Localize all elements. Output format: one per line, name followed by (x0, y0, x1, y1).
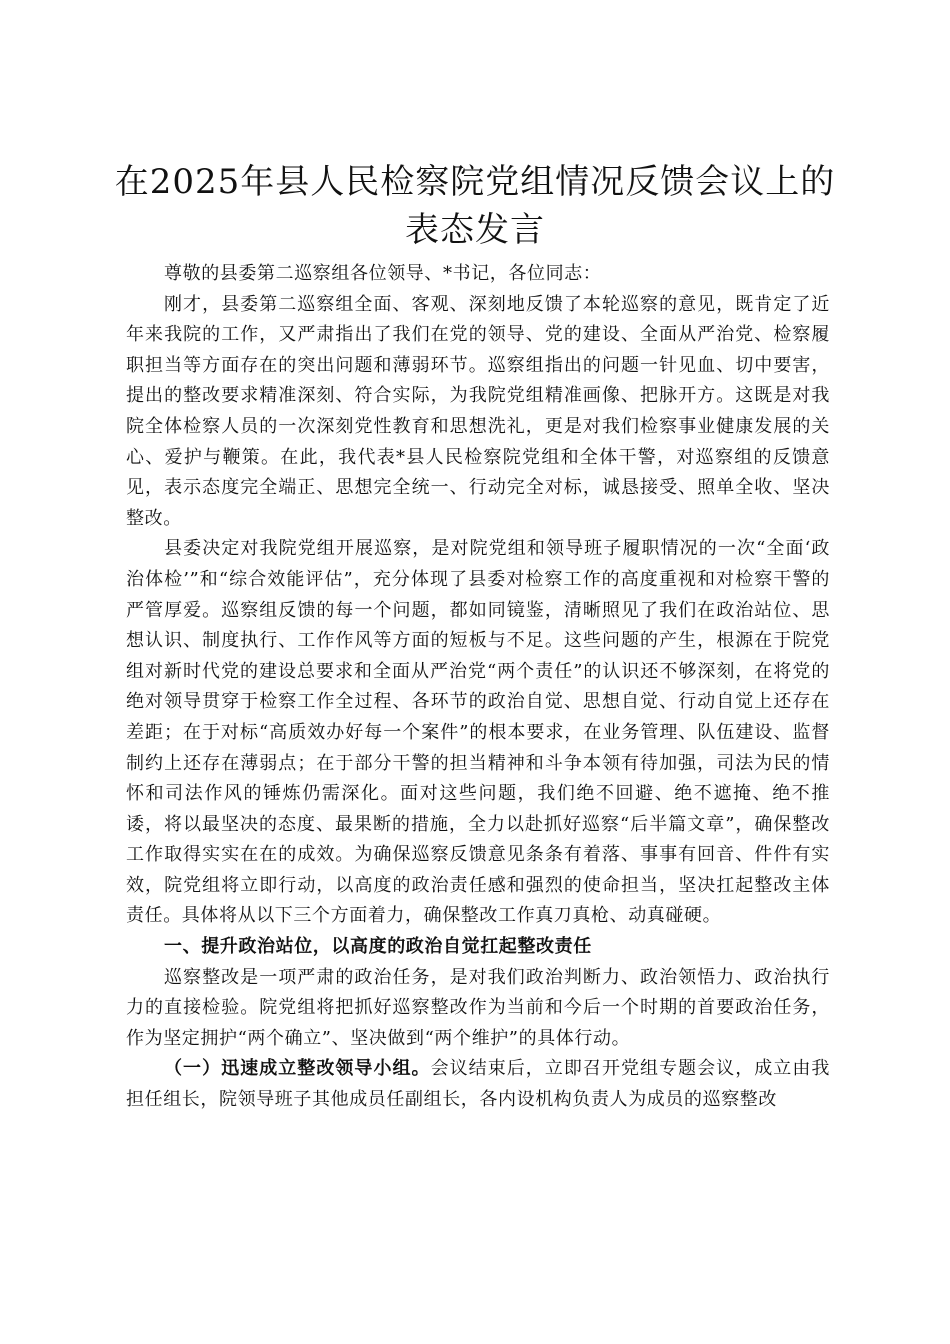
section-heading-1: 一、提升政治站位，以高度的政治自觉扛起整改责任 (164, 936, 592, 958)
document-body (126, 259, 830, 1116)
section-1-paragraph: 巡察整改是一项严肃的政治任务，是对我们政治判断力、政治领悟力、政治执行力的直接检验。院党组将把抓好巡察整改作为当前和今后一个时期的首要政治任务，作为坚定拥护“两个确立”、坚决做到“两个维护”的具体行动。 (126, 966, 830, 1049)
paragraph-2: 县委决定对我院党组开展巡察，是对院党组和领导班子履职情况的一次“全面‘政治体检’”和“综合效能评估”，充分体现了县委对检察工作的高度重视和对检察干警的严管厚爱。巡察组反馈的每一个问题，都如同镜鉴，清晰照见了我们在政治站位、思想认识、制度执行、工作作风等方面的短板与不足。这些问题的产生，根源在于院党组对新时代党的建设总要求和全面从严治党“两个责任”的认识还不够深刻，在将党的绝对领导贯穿于检察工作全过程、各环节的政治自觉、思想自觉、行动自觉上还存在差距；在于对标“高质效办好每一个案件”的根本要求，在业务管理、队伍建设、监督制约上还存在薄弱点；在于部分干警的担当精神和斗争本领有待加强，司法为民的情怀和司法作风的锤炼仍需深化。面对这些问题，我们绝不回避、绝不遮掩、绝不推诿，将以最坚决的态度、最果断的措施，全力以赴抓好巡察“后半篇文章”，确保整改工作取得实实在在的成效。为确保巡察反馈意见条条有着落、事事有回音、件件有实效，院党组将立即行动，以高度的政治责任感和强烈的使命担当，坚决扛起整改主体责任。具体将从以下三个方面着力，确保整改工作真刀真枪、动真碰硬。 (126, 538, 830, 927)
subsection-1-lead: （一）迅速成立整改领导小组。 (164, 1058, 431, 1080)
salutation: 尊敬的县委第二巡察组各位领导、*书记，各位同志： (164, 263, 602, 284)
subsection-1-text: 会议结束后，立即召开党组专题会议，成立由我担任组长，院领导班子其他成员任副组长，各内设机构负责人为成员的巡察整改 (126, 1058, 830, 1111)
document-title: 在2025年县人民检察院党组情况反馈会议上的表态发言 (114, 162, 836, 250)
paragraph-1: 刚才，县委第二巡察组全面、客观、深刻地反馈了本轮巡察的意见，既肯定了近年来我院的工作，又严肃指出了我们在党的领导、党的建设、全面从严治党、检察履职担当等方面存在的突出问题和薄弱环节。巡察组指出的问题一针见血、切中要害，提出的整改要求精准深刻、符合实际，为我院党组精准画像、把脉开方。这既是对我院全体检察人员的一次深刻党性教育和思想洗礼，更是对我们检察事业健康发展的关心、爱护与鞭策。在此，我代表*县人民检察院党组和全体干警，对巡察组的反馈意见，表示态度完全端正、思想完全统一、行动完全对标，诚恳接受、照单全收、坚决整改。 (126, 293, 830, 529)
subsection-1-paragraph (126, 1054, 830, 1115)
